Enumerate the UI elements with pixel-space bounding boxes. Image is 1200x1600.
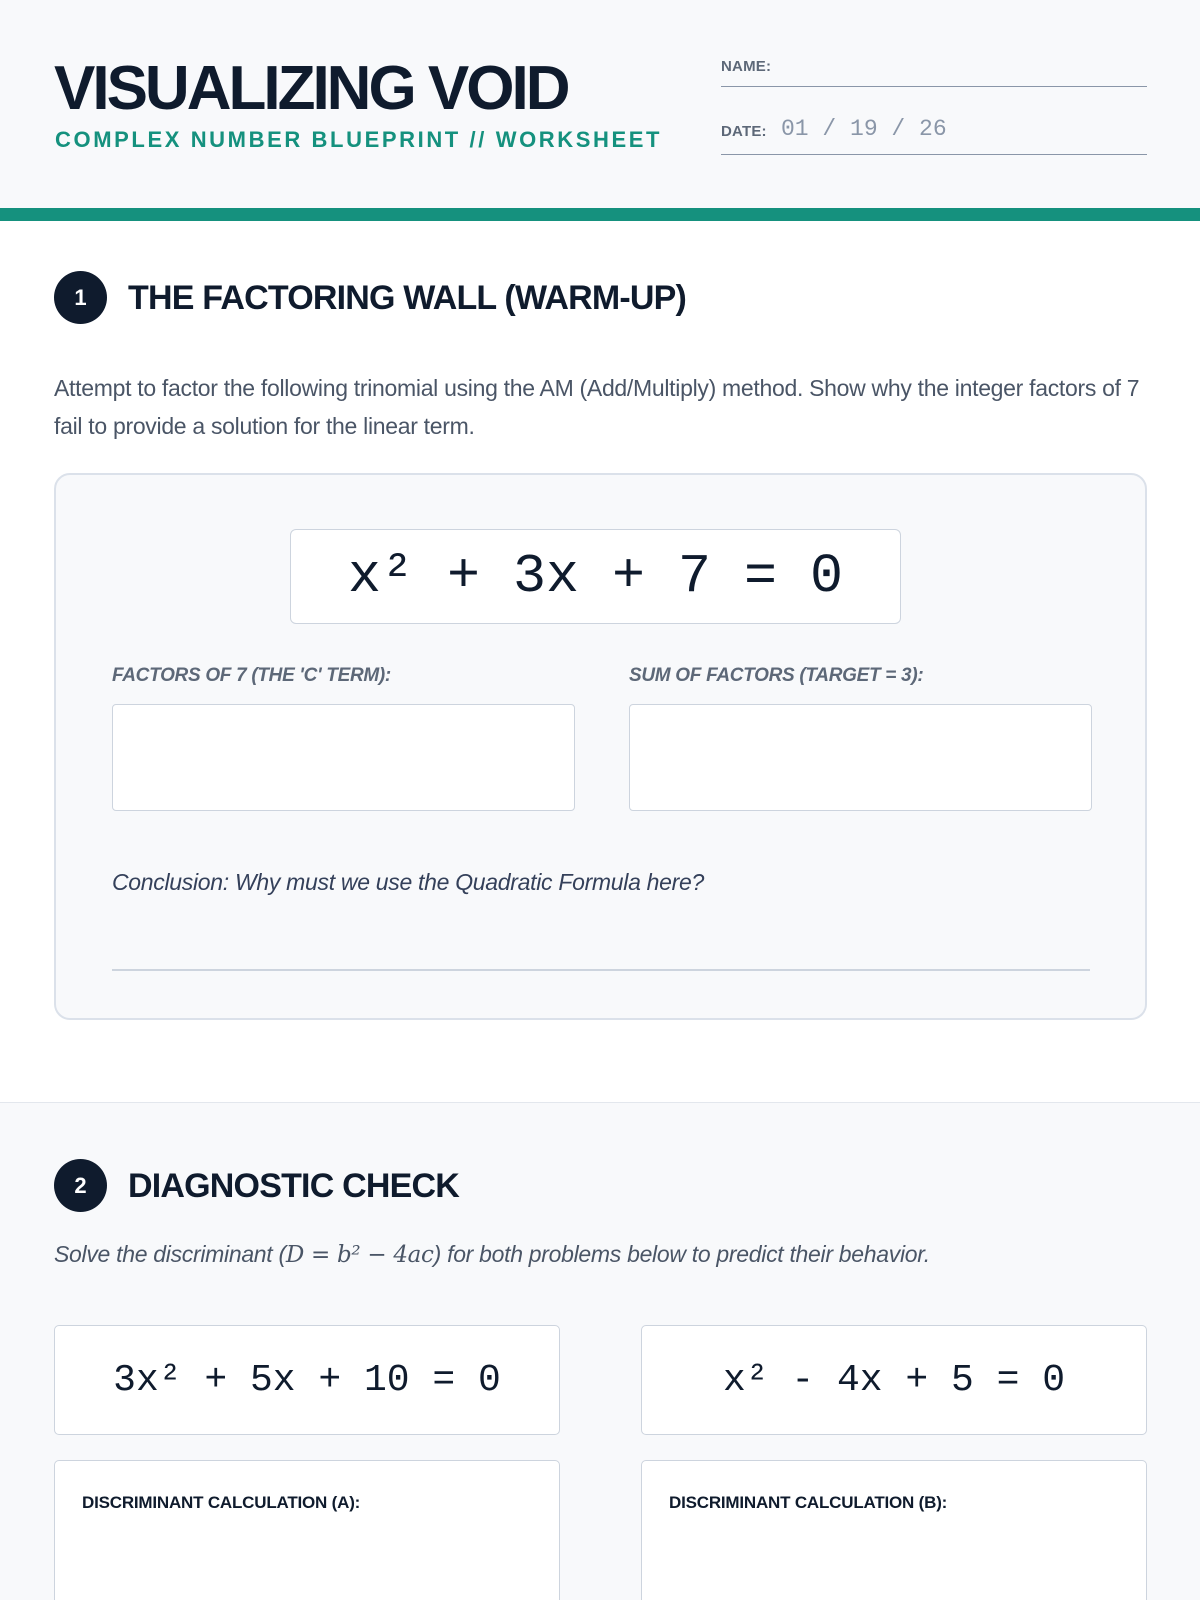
sum-answer-box[interactable] [629, 704, 1092, 811]
section-title: THE FACTORING WALL (WARM-UP) [128, 279, 687, 317]
section-number-badge: 2 [54, 1159, 107, 1212]
name-field[interactable] [721, 54, 1147, 87]
discriminant-formula: D = b² − 4ac [285, 1242, 434, 1268]
instructions-post: ) for both problems below to predict their behavior. [433, 1241, 930, 1267]
sum-label: SUM OF FACTORS (TARGET = 3): [629, 665, 924, 686]
calculation-label-a: DISCRIMINANT CALCULATION (A): [82, 1493, 361, 1512]
header-accent-bar [0, 208, 1200, 221]
date-label: DATE: [721, 123, 767, 140]
section-number-badge: 1 [54, 271, 107, 324]
conclusion-answer-line[interactable] [112, 969, 1090, 971]
main-equation: x² + 3x + 7 = 0 [290, 529, 901, 624]
factors-label: FACTORS OF 7 (THE 'C' TERM): [112, 665, 391, 686]
date-value: 01 / 19 / 26 [781, 116, 947, 142]
equation-a: 3x² + 5x + 10 = 0 [54, 1325, 560, 1435]
equation-b: x² - 4x + 5 = 0 [641, 1325, 1147, 1435]
section-diagnostic-check [0, 1103, 1200, 1600]
worksheet-header [0, 0, 1200, 208]
factoring-card [54, 473, 1147, 1020]
section-factoring-wall [0, 221, 1200, 1103]
calculation-box-b[interactable] [641, 1460, 1147, 1600]
conclusion-prompt: Conclusion: Why must we use the Quadratic Formula here? [112, 869, 704, 895]
calculation-label-b: DISCRIMINANT CALCULATION (B): [669, 1493, 948, 1512]
worksheet-subtitle: COMPLEX NUMBER BLUEPRINT // WORKSHEET [55, 127, 663, 152]
factors-answer-box[interactable] [112, 704, 575, 811]
date-field[interactable] [721, 114, 1147, 155]
instructions-pre: Solve the discriminant ( [54, 1241, 286, 1267]
calculation-box-a[interactable] [54, 1460, 560, 1600]
name-label: NAME: [721, 58, 772, 75]
worksheet-title: VISUALIZING VOID [54, 54, 568, 123]
discriminant-instructions [54, 1241, 930, 1268]
section-title: DIAGNOSTIC CHECK [128, 1167, 459, 1205]
section-instructions: Attempt to factor the following trinomial using the AM (Add/Multiply) method. Show why the integer factors of 7 fail to provide a solution for the linear term. [54, 375, 1140, 439]
